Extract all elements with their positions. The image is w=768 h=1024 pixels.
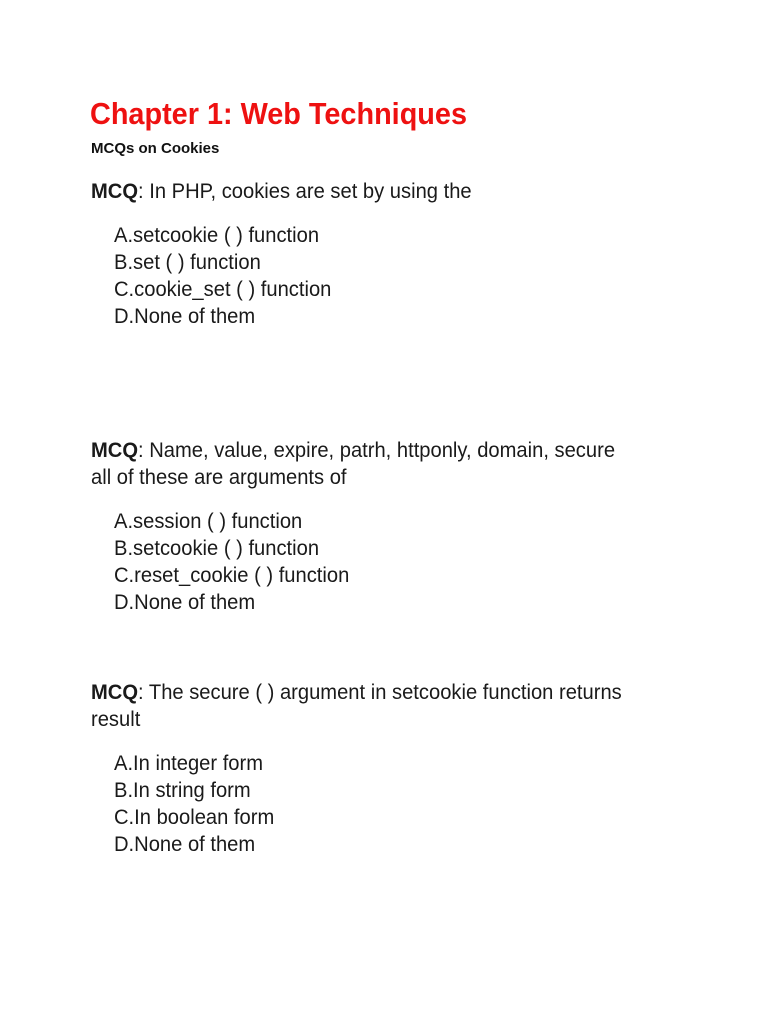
options-list-1 [114,222,331,330]
chapter-title: Chapter 1: Web Techniques [90,96,467,131]
mcq-label: MCQ [91,439,139,462]
option-c: C.reset_cookie ( ) function [114,564,350,587]
option-a: A.In integer form [114,752,264,775]
question-1 [91,178,629,205]
option-d: D.None of them [114,591,256,614]
options-list-3 [114,750,274,858]
option-a: A.setcookie ( ) function [114,224,320,247]
option-a: A.session ( ) function [114,510,303,533]
question-text: : The secure ( ) argument in setcookie function returns result [91,681,622,731]
question-2 [91,437,629,491]
option-c: C.cookie_set ( ) function [114,278,332,301]
question-text: : Name, value, expire, patrh, httponly, domain, secure all of these are arguments of [91,439,616,489]
option-d: D.None of them [114,833,256,856]
question-3 [91,679,629,733]
option-d: D.None of them [114,305,256,328]
option-b: B.setcookie ( ) function [114,537,320,560]
option-b: B.set ( ) function [114,251,261,274]
mcq-label: MCQ [91,180,139,203]
option-c: C.In boolean form [114,806,275,829]
options-list-2 [114,508,349,616]
mcq-label: MCQ [91,681,139,704]
question-text: : In PHP, cookies are set by using the [138,180,472,203]
section-subtitle: MCQs on Cookies [91,140,220,157]
option-b: B.In string form [114,779,251,802]
